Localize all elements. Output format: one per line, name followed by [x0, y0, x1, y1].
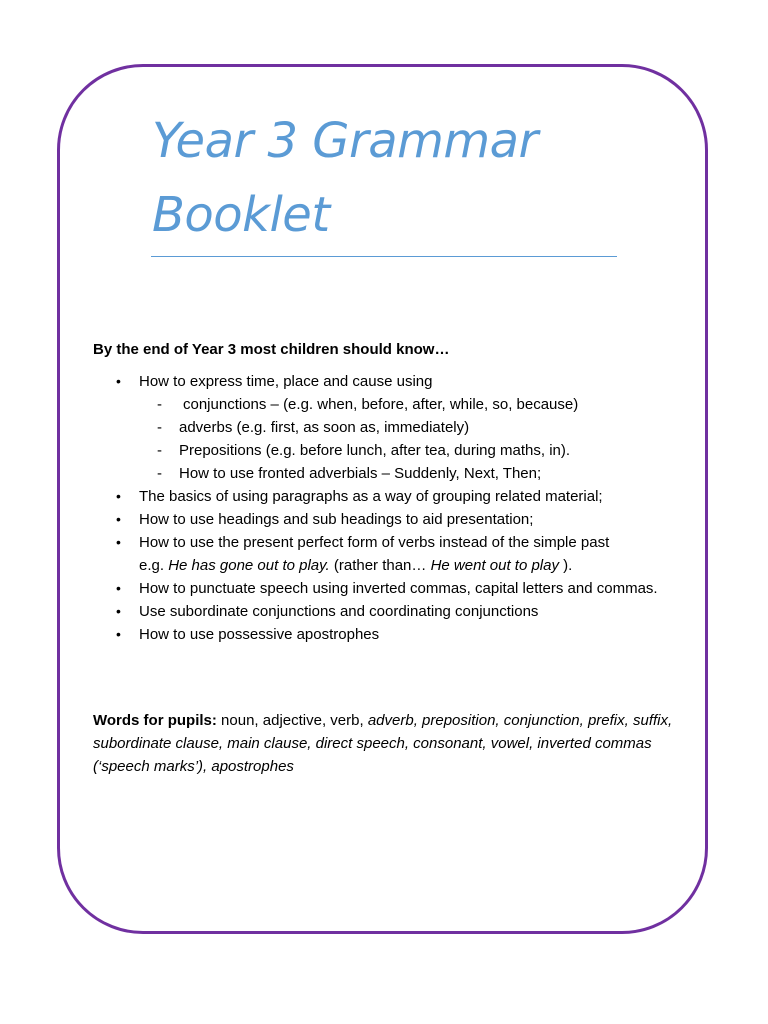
- list-item: [93, 508, 683, 531]
- sub-list-item-text: How to use fronted adverbials – Suddenly, Next, Then;: [179, 465, 542, 482]
- bullet-icon: •: [116, 534, 121, 550]
- booklet-title: [152, 104, 632, 252]
- list-item-text: How to use possessive apostrophes: [139, 626, 380, 643]
- words-italic: adverb, preposition, conjunction, prefix, suffix, subordinate clause, main clause, direct speech, consonant, vowel, inverted commas (‘speech marks’), apostrophes: [93, 712, 673, 775]
- sub-list-item-text: adverbs (e.g. first, as soon as, immediately): [179, 419, 470, 436]
- bullet-icon: •: [116, 626, 121, 642]
- sub-list-item: [139, 439, 683, 462]
- sub-list-item: [139, 462, 683, 485]
- list-item-text: The basics of using paragraphs as a way of grouping related material;: [139, 488, 603, 505]
- list-item: [93, 531, 683, 577]
- bullet-icon: •: [116, 488, 121, 504]
- title-line-1: Year 3 Grammar: [152, 113, 538, 169]
- list-item-text: How to use headings and sub headings to aid presentation;: [139, 511, 534, 528]
- title-line-2: Booklet: [152, 187, 330, 243]
- dash-icon: -: [157, 396, 162, 413]
- sub-list: [139, 393, 683, 485]
- sub-list-item: [139, 393, 683, 416]
- bullet-icon: •: [116, 603, 121, 619]
- words-label: Words for pupils:: [93, 712, 217, 729]
- example-end: ).: [559, 557, 573, 574]
- list-item: [93, 370, 683, 485]
- dash-icon: -: [157, 442, 162, 459]
- list-item-text: Use subordinate conjunctions and coordinating conjunctions: [139, 603, 539, 620]
- sub-list-item-text: conjunctions – (e.g. when, before, after, while, so, because): [183, 396, 579, 413]
- list-item: [93, 485, 683, 508]
- intro-heading: By the end of Year 3 most children should know…: [93, 341, 450, 358]
- list-item: [93, 600, 683, 623]
- title-underline: [151, 256, 617, 257]
- bullet-icon: •: [116, 511, 121, 527]
- list-item-text: How to express time, place and cause using: [139, 373, 433, 390]
- words-plain: noun, adjective, verb,: [216, 712, 368, 729]
- example-present-perfect: He has gone out to play.: [168, 557, 330, 574]
- bullet-icon: •: [116, 373, 121, 389]
- sub-list-item-text: Prepositions (e.g. before lunch, after tea, during maths, in).: [179, 442, 571, 459]
- list-item-text: How to use the present perfect form of verbs instead of the simple past: [139, 534, 610, 551]
- example-connector: (rather than…: [329, 557, 431, 574]
- list-item: [93, 577, 683, 600]
- dash-icon: -: [157, 465, 162, 482]
- words-for-pupils: [93, 709, 683, 778]
- bullet-icon: •: [116, 580, 121, 596]
- list-item-text: How to punctuate speech using inverted commas, capital letters and commas.: [139, 580, 658, 597]
- example-simple-past: He went out to play: [430, 557, 559, 574]
- example-prefix: e.g.: [139, 557, 169, 574]
- sub-list-item: [139, 416, 683, 439]
- learning-objectives-list: [93, 370, 683, 646]
- list-item: [93, 623, 683, 646]
- dash-icon: -: [157, 419, 162, 436]
